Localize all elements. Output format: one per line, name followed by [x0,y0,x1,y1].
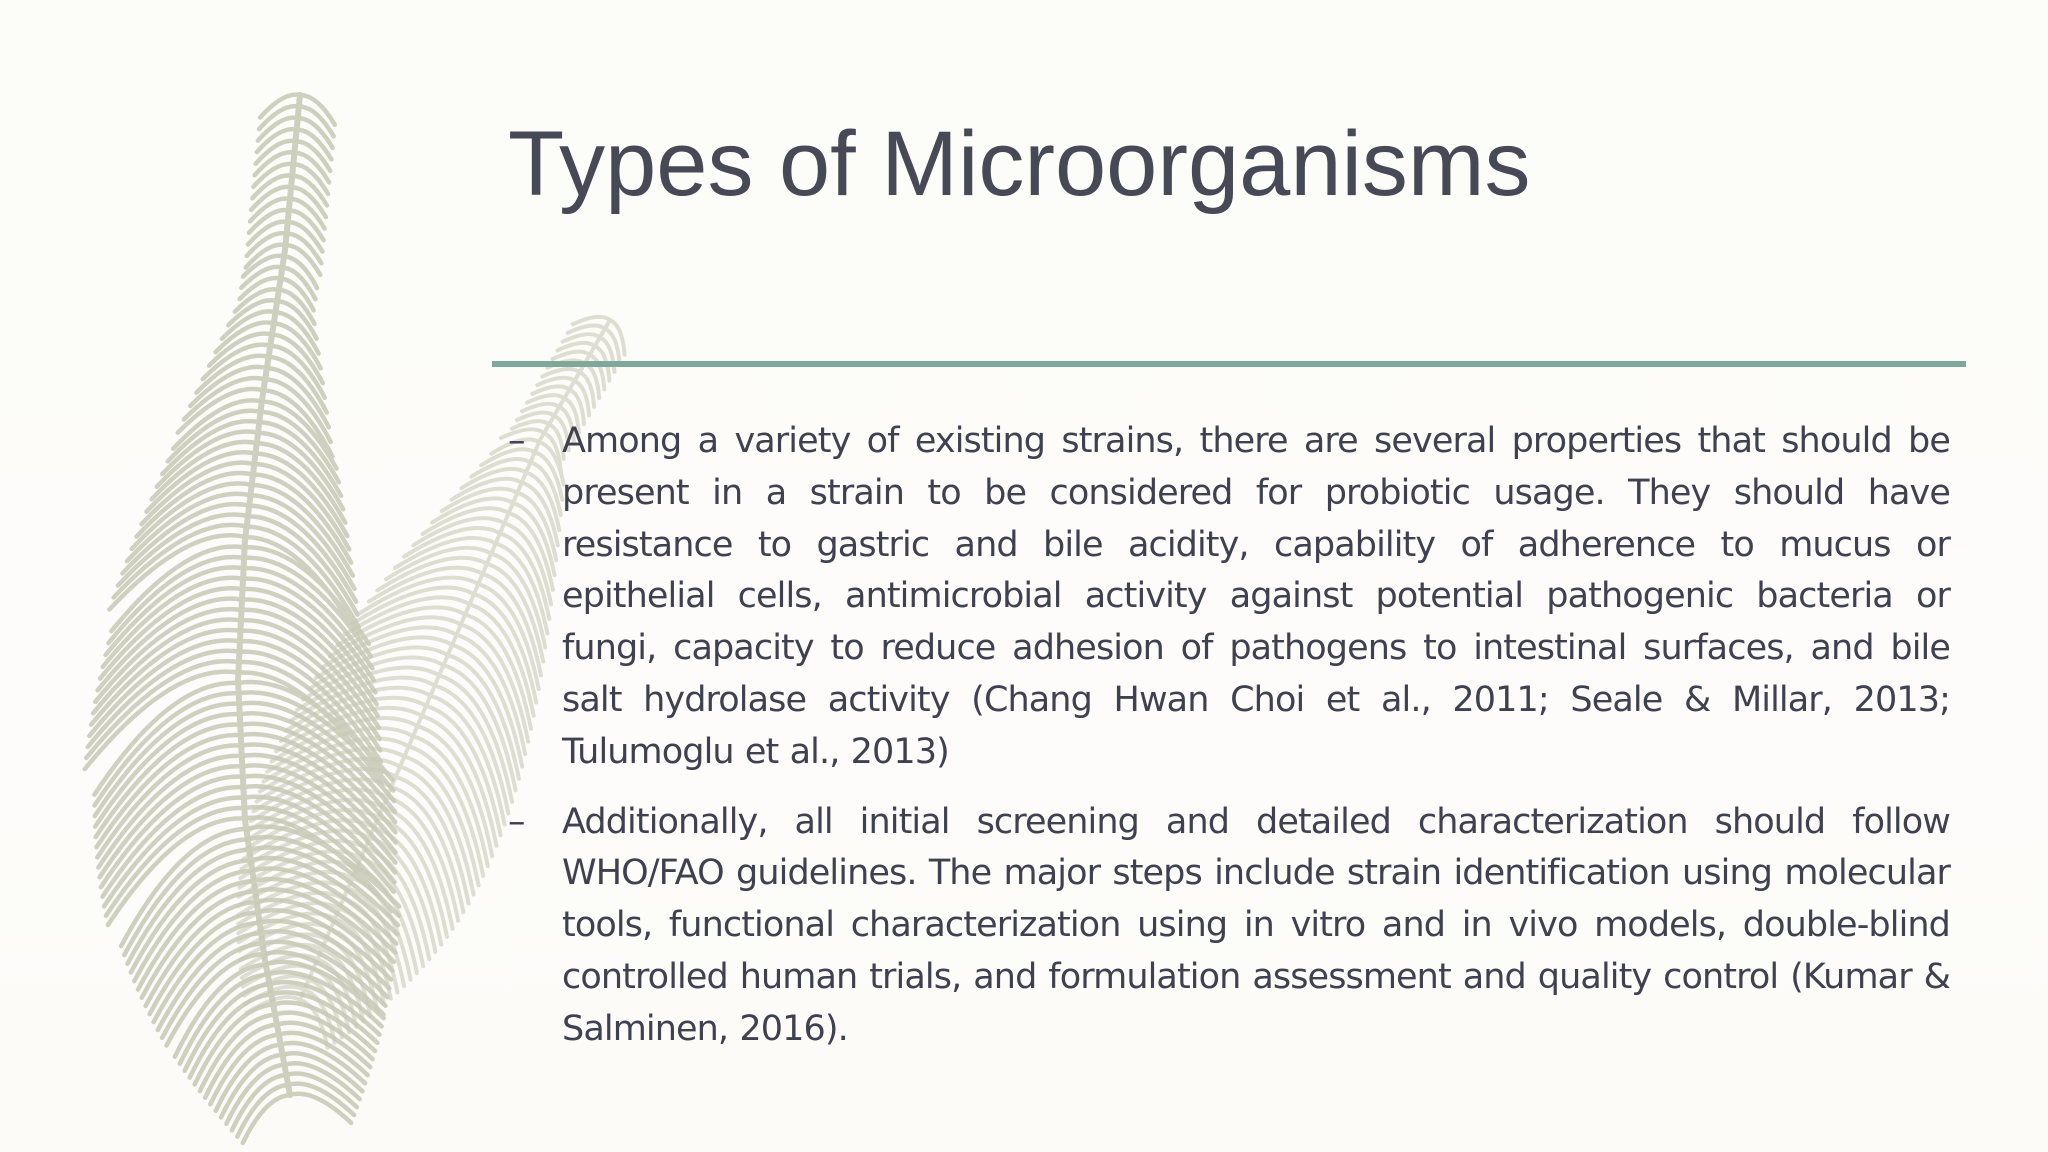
feather-barb [527,395,564,403]
bullet-text: Among a variety of existing strains, there are several properties that should be present in a strain to be considered for probiotic usage. They should have resistance to gastric and bile acidity, capability of adherence to mucus or epithelial cells, antimicrobial activity against potential pathogenic bacteria or fungi, capacity to reduce adhesion of pathogens to intestinal surfaces, and bile salt hydrolase activity (Chang Hwan Choi et al., 2011; Seale & Millar, 2013; Tulumoglu et al., 2013) [562,421,1950,772]
bullet-item [508,797,1950,1056]
feather-barb [290,1094,351,1123]
feather-barb [522,404,559,412]
bullet-dash-icon: – [508,801,525,842]
bullet-item [508,416,1950,779]
feather-barb [568,325,605,333]
feather-barb [281,279,314,311]
bullet-dash-icon: – [508,421,525,461]
feather-barb [532,386,569,394]
feather-barb [542,369,579,377]
feather-barb [563,334,600,342]
feather-barb [558,343,595,351]
slide-title: Types of Microorganisms [508,113,1531,215]
feather-barb [573,317,610,325]
title-divider [492,361,1966,367]
feather-barb [553,352,590,360]
bullet-list [508,416,1950,1074]
bullet-text: Additionally, all initial screening and detailed characterization should follow WHO/FAO guidelines. The major steps include strain identification using molecular tools, functional characterization using in vitro and in vivo models, double-blind controlled human trials, and formulation assessment and quality control (Kumar & Salminen, 2016). [562,801,1950,1049]
feather-barb [279,290,315,324]
feather-barb [537,378,574,386]
